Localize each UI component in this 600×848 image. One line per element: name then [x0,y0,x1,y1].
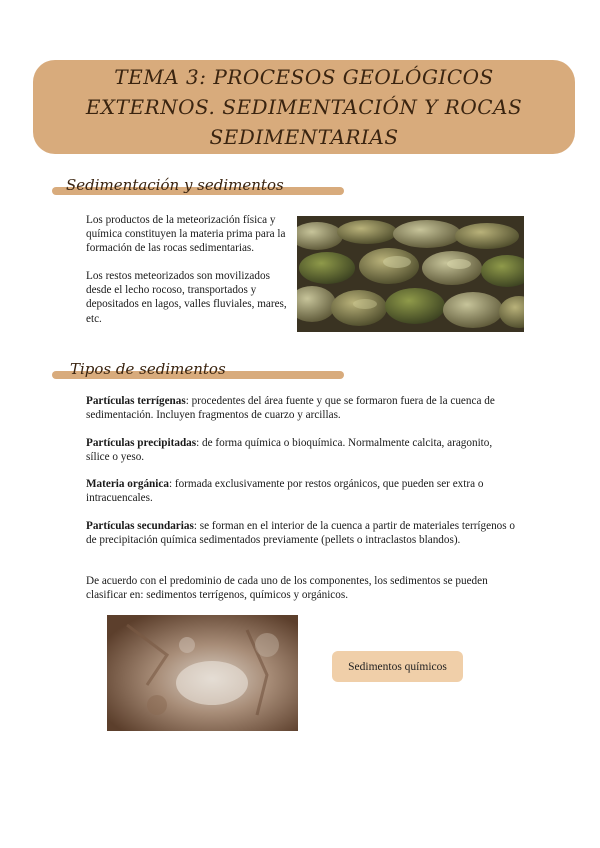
chemical-sediments-photo [107,615,298,731]
item-secundarias [86,519,518,547]
text-precipitadas: : de forma química o bioquímica. Normalmente calcita, aragonito, sílice o yeso. [86,437,493,464]
paragraph-clasificacion: De acuerdo con el predominio de cada uno de los componentes, los sedimentos se pueden clasificar en: sedimentos terrígenos, químicos y orgánicos. [86,575,488,602]
title-banner [33,60,575,154]
paragraph-meteorizacion: Los productos de la meteorización física y química constituyen la materia prima para la formación de las rocas sedimentarias. [86,214,286,255]
item-materia-organica [86,477,518,505]
paragraph-restos: Los restos meteorizados son movilizados desde el lecho rocoso, transportados y depositados en lagos, valles fluviales, mares, etc. [86,270,287,325]
section-heading-tipos: Tipos de sedimentos [70,360,226,378]
text-secundarias: : se forman en el interior de la cuenca a partir de materiales terrígenos o de precipitación química sedimentados previamente (pellets o intraclastos blandos). [86,520,516,547]
page-title: TEMA 3: PROCESOS GEOLÓGICOS EXTERNOS. SEDIMENTACIÓN Y ROCAS SEDIMENTARIAS [85,65,523,149]
text-terrigenas: : procedentes del área fuente y que se formaron fuera de la cuenca de sedimentación. Incluyen fragmentos de cuarzo y arcillas. [86,395,495,422]
river-stones-photo [297,216,524,332]
term-materia-organica: Materia orgánica [86,478,169,490]
item-precipitadas [86,436,518,464]
caption-sedimentos-quimicos: Sedimentos químicos [332,651,463,682]
item-terrigenas [86,394,518,422]
term-precipitadas: Partículas precipitadas [86,437,197,449]
text-materia-organica: : formada exclusivamente por restos orgánicos, que pueden ser extra o intracuencales. [86,478,484,505]
term-terrigenas: Partículas terrígenas [86,395,186,407]
term-secundarias: Partículas secundarias [86,520,194,532]
section-heading-sedimentacion: Sedimentación y sedimentos [66,176,284,194]
